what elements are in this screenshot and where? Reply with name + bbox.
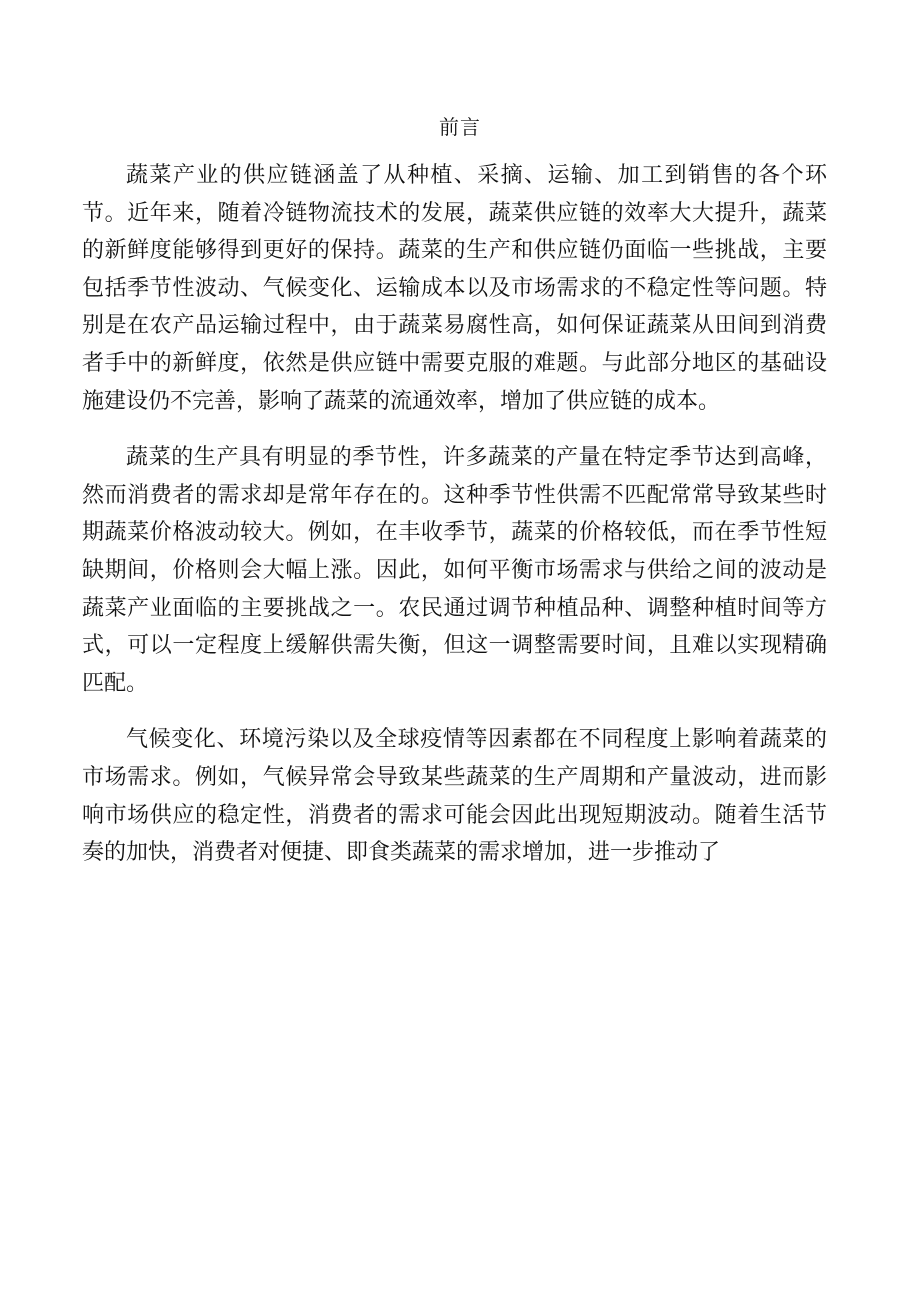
paragraph-climate-demand: 气候变化、环境污染以及全球疫情等因素都在不同程度上影响着蔬菜的市场需求。例如，气候异常会导致某些蔬菜的生产周期和产量波动，进而影响市场供应的稳定性，消费者的需求可能会因此出现短期波动。随着生活节奏的加快，消费者对便捷、即食类蔬菜的需求增加，进一步推动了 [82,727,827,866]
paragraph-supply-chain: 蔬菜产业的供应链涵盖了从种植、采摘、运输、加工到销售的各个环节。近年来，随着冷链物流技术的发展，蔬菜供应链的效率大大提升，蔬菜的新鲜度能够得到更好的保持。蔬菜的生产和供应链仍面临一些挑战，主要包括季节性波动、气候变化、运输成本以及市场需求的不稳定性等问题。特别是在农产品运输过程中，由于蔬菜易腐性高，如何保证蔬菜从田间到消费者手中的新鲜度，依然是供应链中需要克服的难题。与此部分地区的基础设施建设仍不完善，影响了蔬菜的流通效率，增加了供应链的成本。 [82,163,827,414]
paragraph-seasonality: 蔬菜的生产具有明显的季节性，许多蔬菜的产量在特定季节达到高峰，然而消费者的需求却是常年存在的。这种季节性供需不匹配常常导致某些时期蔬菜价格波动较大。例如，在丰收季节，蔬菜的价格较低，而在季节性短缺期间，价格则会大幅上涨。因此，如何平衡市场需求与供给之间的波动是蔬菜产业面临的主要挑战之一。农民通过调节种植品种、调整种植时间等方式，可以一定程度上缓解供需失衡，但这一调整需要时间，且难以实现精确匹配。 [82,445,827,696]
page-title: 前言 [439,115,481,139]
body-text [82,157,827,872]
